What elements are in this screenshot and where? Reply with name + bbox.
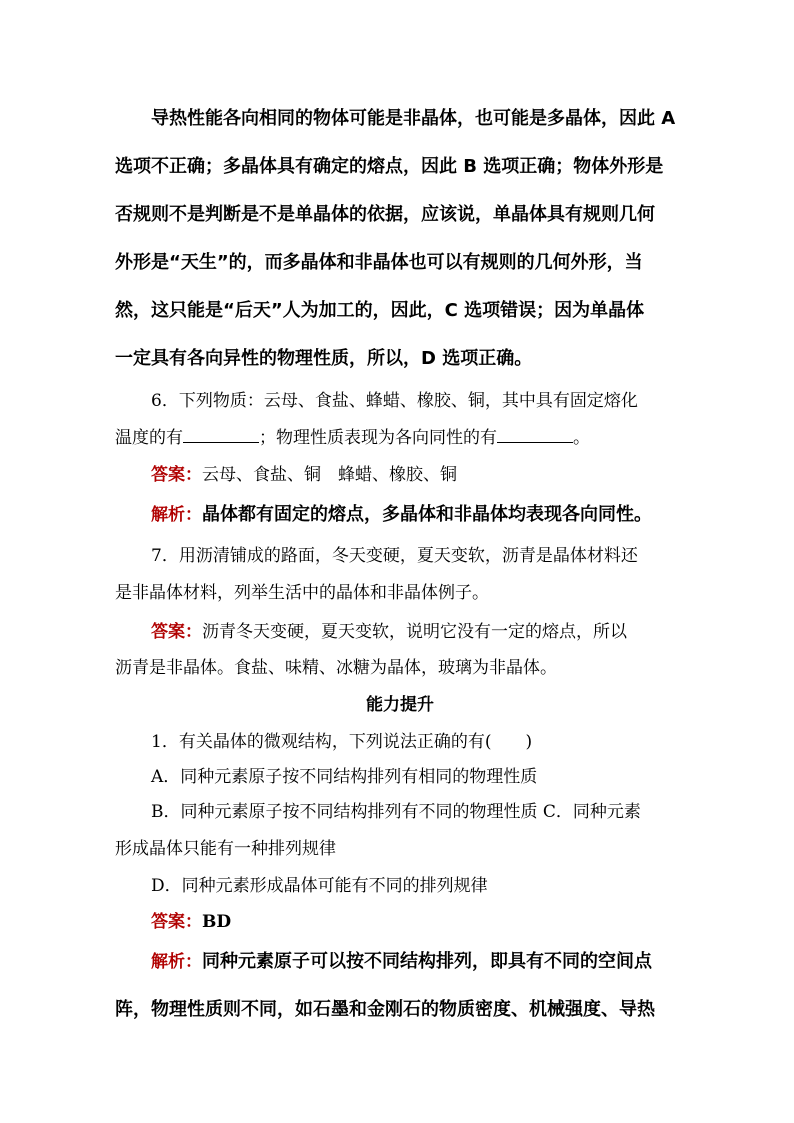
- answer-label: 答案：: [151, 622, 202, 642]
- problem-1-stem: 1．有关晶体的微观结构，下列说法正确的有( ): [151, 732, 533, 752]
- explanation-line-5: 然，这只能是“后天”人为加工的，因此，C 选项错误；因为单晶体: [115, 300, 645, 321]
- question-6-text-a: 温度的有: [115, 428, 183, 448]
- explanation-line-2: 选项不正确；多晶体具有确定的熔点，因此 B 选项正确；物体外形是: [115, 156, 664, 177]
- analysis-label: 解析：: [151, 952, 202, 972]
- answer-blank-1: [183, 426, 259, 443]
- question-7-answer-line-1: [115, 617, 721, 642]
- problem-1-analysis-line-1: [115, 947, 721, 973]
- answer-blank-2: [497, 426, 573, 443]
- explanation-line-4: 外形是“天生”的，而多晶体和非晶体也可以有规则的几何外形，当: [115, 252, 643, 273]
- answer-label: 答案：: [151, 465, 202, 485]
- option-a: A．同种元素原子按不同结构排列有相同的物理性质: [151, 767, 538, 787]
- question-6-line-2: [115, 423, 685, 448]
- section-title: 能力提升: [366, 695, 434, 715]
- answer-text: 沥青冬天变硬，夏天变软，说明它没有一定的熔点，所以: [202, 622, 627, 642]
- question-6-text-b: ；物理性质表现为各向同性的有: [259, 428, 497, 448]
- explanation-line-1: 导热性能各向相同的物体可能是非晶体，也可能是多晶体，因此 A: [151, 108, 676, 129]
- analysis-label: 解析：: [151, 505, 202, 525]
- answer-text: 云母、食盐、铜 蜂蜡、橡胶、铜: [202, 465, 457, 485]
- problem-1-answer: [115, 907, 721, 932]
- question-7-line-2: 是非晶体材料，列举生活中的晶体和非晶体例子。: [115, 583, 489, 603]
- question-7-answer-line-2: 沥青是非晶体。食盐、味精、冰糖为晶体，玻璃为非晶体。: [115, 658, 557, 678]
- answer-label: 答案：: [151, 912, 202, 932]
- question-6-text-c: 。: [573, 428, 590, 448]
- option-b: B．同种元素原子按不同结构排列有不同的物理性质 C．同种元素: [151, 802, 641, 822]
- explanation-line-3: 否规则不是判断是不是单晶体的依据，应该说，单晶体具有规则几何: [115, 204, 655, 225]
- question-6-answer: [115, 460, 721, 485]
- answer-text: BD: [202, 912, 232, 932]
- analysis-text: 同种元素原子可以按不同结构排列，即具有不同的空间点: [202, 951, 652, 972]
- question-7-line-1: 7．用沥清铺成的路面，冬天变硬，夏天变软，沥青是晶体材料还: [151, 546, 638, 566]
- option-c-continued: 形成晶体只能有一种排列规律: [115, 839, 336, 859]
- problem-1-analysis-line-2: 阵，物理性质则不同，如石墨和金刚石的物质密度、机械强度、导热: [115, 999, 655, 1020]
- explanation-line-6: 一定具有各向异性的物理性质，所以，D 选项正确。: [115, 348, 533, 369]
- question-6-line-1: 6．下列物质：云母、食盐、蜂蜡、橡胶、铜，其中具有固定熔化: [151, 391, 638, 411]
- analysis-text: 晶体都有固定的熔点，多晶体和非晶体均表现各向同性。: [202, 504, 652, 525]
- question-6-analysis: [115, 500, 721, 526]
- option-d: D．同种元素形成晶体可能有不同的排列规律: [151, 876, 488, 896]
